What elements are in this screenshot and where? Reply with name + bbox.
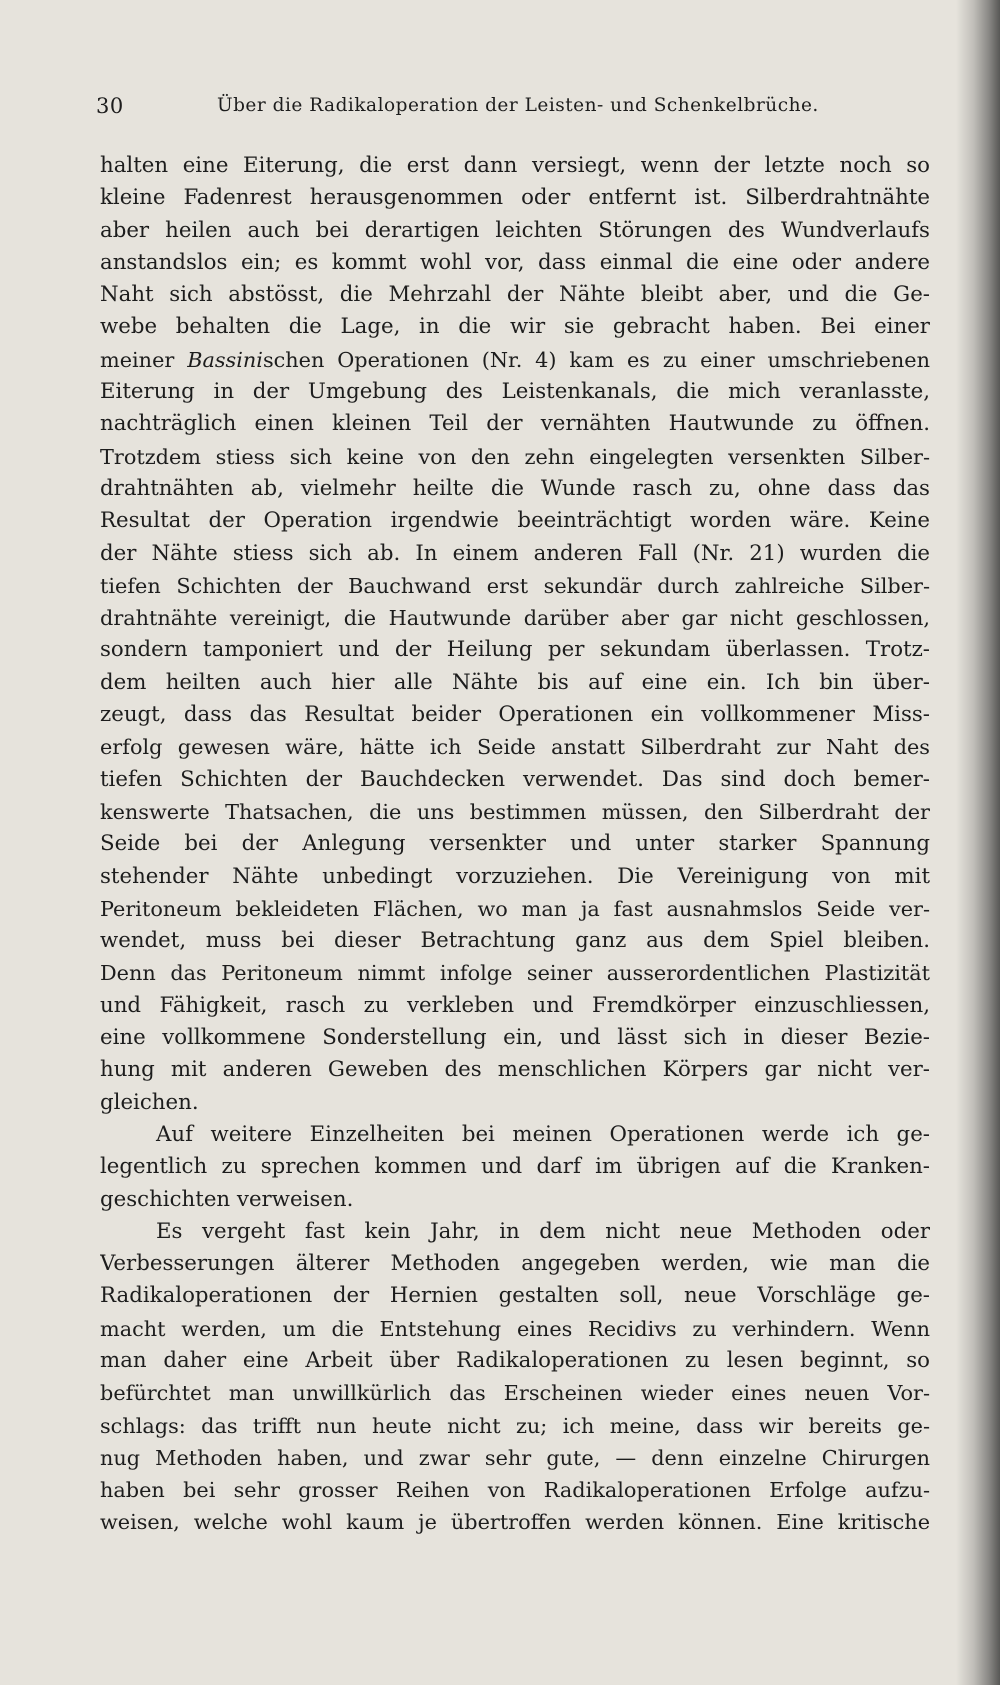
text-line: macht werden, um die Entstehung eines Recidivs zu verhindern. Wenn [100,1316,930,1341]
text-line: wendet, muss bei dieser Betrachtung ganz aus dem Spiel bleiben. [100,928,930,954]
emphasized-name: Bassini [187,347,263,372]
text-line: drahtnähten ab, vielmehr heilte die Wunde rasch zu, ohne dass das [100,475,930,501]
text-line: hung mit anderen Geweben des menschlichen Körpers gar nicht ver- [100,1057,930,1083]
text-line: kleine Fadenrest herausgenommen oder entfernt ist. Silberdrahtnähte [100,185,930,211]
text-line: Peritoneum bekleideten Flächen, wo man ja fast ausnahmslos Seide ver- [100,896,930,921]
text-line: weisen, welche wohl kaum je übertroffen werden können. Eine kritische [100,1510,930,1535]
text-line: zeugt, dass das Resultat beider Operationen ein vollkommener Miss- [100,702,930,728]
text-line: befürchtet man unwillkürlich das Erscheinen wieder eines neuen Vor- [100,1381,930,1406]
text-line: Resultat der Operation irgendwie beeinträchtigt worden wäre. Keine [100,508,930,534]
running-title: Über die Radikaloperation der Leisten- und Schenkelbrüche. [217,95,819,116]
page-edge-shadow [956,0,1000,1685]
text-line: anstandslos ein; es kommt wohl vor, dass einmal die eine oder andere [100,249,930,275]
text-line: Radikaloperationen der Hernien gestalten soll, neue Vorschläge ge- [100,1283,930,1309]
text-line: tiefen Schichten der Bauchwand erst sekundär durch zahlreiche Silber- [100,573,930,598]
text-line: webe behalten die Lage, in die wir sie gebracht haben. Bei einer [100,314,930,340]
page-number: 30 [96,94,124,118]
text-line: legentlich zu sprechen kommen und darf im übrigen auf die Kranken- [100,1154,930,1180]
text-line: schlags: das trifft nun heute nicht zu; ich meine, dass wir bereits ge- [100,1413,930,1438]
text-line: Es vergeht fast kein Jahr, in dem nicht neue Methoden oder [156,1218,930,1244]
text-line: nug Methoden haben, und zwar sehr gute, — denn einzelne Chirurgen [100,1445,930,1470]
text-line: Denn das Peritoneum nimmt infolge seiner ausserordentlichen Plastizität [100,961,930,986]
text-line: tiefen Schichten der Bauchdecken verwendet. Das sind doch bemer- [100,766,930,792]
page-header [96,94,930,124]
text-line: Auf weitere Einzelheiten bei meinen Operationen werde ich ge- [156,1121,930,1147]
body-text [100,150,930,1539]
text-line: gleichen. [100,1089,199,1115]
text-line: halten eine Eiterung, die erst dann versiegt, wenn der letzte noch so [100,153,930,178]
text-line: und Fähigkeit, rasch zu verkleben und Fremdkörper einzuschliessen, [100,992,930,1018]
text-line: der Nähte stiess sich ab. In einem anderen Fall (Nr. 21) wurden die [100,540,930,566]
text-line: Eiterung in der Umgebung des Leistenkanals, die mich veranlasste, [100,379,930,405]
text-line: man daher eine Arbeit über Radikaloperationen zu lesen beginnt, so [100,1347,930,1373]
text-line: sondern tamponiert und der Heilung per sekundam überlassen. Trotz- [100,637,930,663]
text-line: meiner Bassinischen Operationen (Nr. 4) kam es zu einer umschriebenen [100,347,930,372]
text-line: Verbesserungen älterer Methoden angegeben werden, wie man die [100,1251,930,1277]
text-line: nachträglich einen kleinen Teil der vernähten Hautwunde zu öffnen. [100,411,930,437]
text-line: aber heilen auch bei derartigen leichten Störungen des Wundverlaufs [100,217,930,243]
text-line: haben bei sehr grosser Reihen von Radikaloperationen Erfolge aufzu- [100,1478,930,1503]
text-line: geschichten verweisen. [100,1186,354,1212]
text-line: dem heilten auch hier alle Nähte bis auf eine ein. Ich bin über- [100,669,930,695]
text-line: erfolg gewesen wäre, hätte ich Seide anstatt Silberdraht zur Naht des [100,735,930,760]
text-line: drahtnähte vereinigt, die Hautwunde darüber aber gar nicht geschlossen, [100,606,930,631]
text-line: Naht sich abstösst, die Mehrzahl der Nähte bleibt aber, und die Ge- [100,282,930,308]
text-line: kenswerte Thatsachen, die uns bestimmen müssen, den Silberdraht der [100,799,930,824]
text-line: Seide bei der Anlegung versenkter und unter starker Spannung [100,831,930,857]
text-line: Trotzdem stiess sich keine von den zehn eingelegten versenkten Silber- [100,444,930,469]
text-line: stehender Nähte unbedingt vorzuziehen. Die Vereinigung von mit [100,863,930,889]
text-line: eine vollkommene Sonderstellung ein, und lässt sich in dieser Bezie- [100,1025,930,1051]
